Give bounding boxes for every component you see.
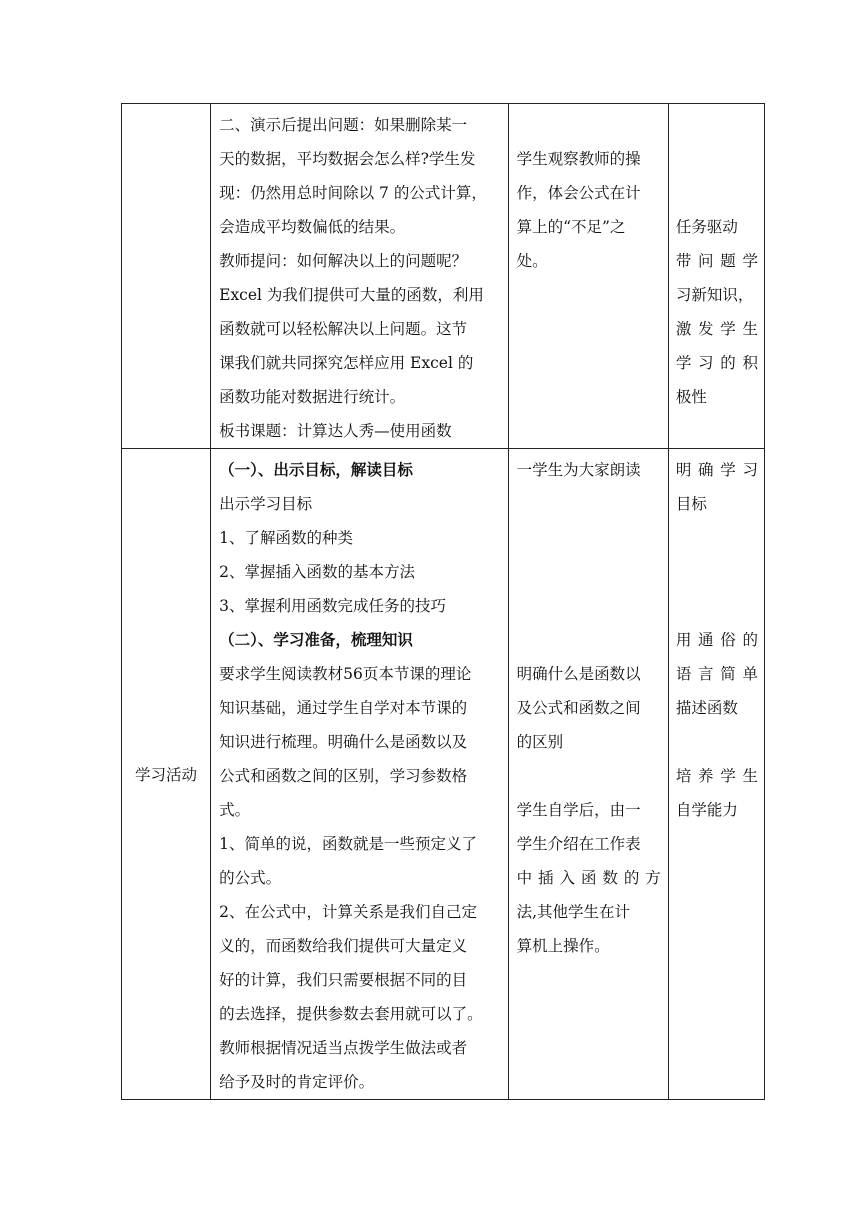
student-activity-cell: [508, 449, 668, 1100]
section-heading: （二）、学习准备，梳理知识: [219, 630, 413, 649]
text-line: 目标: [675, 495, 707, 513]
text-line: 二、演示后提出问题：如果删除某一: [219, 116, 468, 134]
text-line: 学习的积: [675, 354, 758, 372]
text-line: 的公式。: [219, 869, 282, 887]
text-line: 处。: [516, 252, 548, 270]
text-line: 作，体会公式在计: [516, 184, 641, 202]
student-activity-cell: [508, 104, 668, 449]
text-line: 好的计算，我们只需要根据不同的目: [219, 971, 468, 989]
row-label: 学习活动: [135, 766, 198, 784]
text-line: 知识基础，通过学生自学对本节课的: [219, 699, 468, 717]
text-line: 出示学习目标: [219, 495, 313, 513]
teaching-content-cell: [211, 449, 508, 1100]
text-line: 要求学生阅读教材56页本节课的理论: [219, 665, 472, 683]
text-line: 1、了解函数的种类: [219, 529, 353, 547]
text-line: 描述函数: [675, 699, 738, 717]
text-line: 函数功能对数据进行统计。: [219, 388, 406, 406]
teaching-content-cell: [211, 104, 508, 449]
text-line: 中插入函数的方: [516, 869, 661, 887]
text-line: 课我们就共同探究怎样应用 Excel 的: [219, 354, 474, 372]
text-line: 带问题学: [675, 252, 758, 270]
text-line: 极性: [675, 388, 707, 406]
text-line: 用通俗的: [675, 631, 758, 649]
text-line: 学生介绍在工作表: [516, 835, 641, 853]
text-line: 学生自学后，由一: [516, 801, 641, 819]
text-line: 算上的“不足”之: [516, 218, 626, 236]
text-line: 习新知识，: [675, 286, 754, 304]
text-line: 公式和函数之间的区别，学习参数格: [219, 767, 468, 785]
section-heading: （一）、出示目标，解读目标: [219, 460, 413, 479]
text-line: 教师提问：如何解决以上的问题呢？: [219, 252, 468, 270]
row-label-cell: [122, 449, 211, 1100]
design-intent-cell: [668, 449, 764, 1100]
text-line: 给予及时的肯定评价。: [219, 1073, 375, 1091]
text-line: 明确学习: [675, 461, 758, 479]
text-line: 的去选择，提供参数去套用就可以了。: [219, 1005, 483, 1023]
table-row: [122, 449, 765, 1100]
text-line: 一学生为大家朗读: [516, 461, 641, 479]
text-line: 义的，而函数给我们提供可大量定义: [219, 937, 468, 955]
text-line: 2、在公式中，计算关系是我们自己定: [219, 903, 477, 921]
text-line: 法,其他学生在计: [516, 903, 631, 921]
table-row: [122, 104, 765, 449]
text-line: 3、掌握利用函数完成任务的技巧: [219, 597, 446, 615]
text-line: 培养学生: [675, 767, 758, 785]
text-line: Excel 为我们提供可大量的函数，利用: [219, 286, 484, 304]
text-line: 1、简单的说，函数就是一些预定义了: [219, 835, 477, 853]
text-line: 算机上操作。: [516, 937, 610, 955]
text-line: 2、掌握插入函数的基本方法: [219, 563, 415, 581]
text-line: 的区别: [516, 733, 564, 751]
text-line: 任务驱动: [675, 218, 738, 236]
text-line: 激发学生: [675, 320, 758, 338]
text-line: 会造成平均数偏低的结果。: [219, 218, 406, 236]
row-label-cell: [122, 104, 211, 449]
text-line: 明确什么是函数以: [516, 665, 641, 683]
text-line: 板书课题：计算达人秀—使用函数: [219, 422, 452, 440]
text-line: 学生观察教师的操: [516, 150, 641, 168]
text-line: 及公式和函数之间: [516, 699, 641, 717]
text-line: 函数就可以轻松解决以上问题。这节: [219, 320, 468, 338]
text-line: 语言简单: [675, 665, 758, 683]
text-line: 式。: [219, 801, 251, 819]
design-intent-cell: [668, 104, 764, 449]
text-line: 天的数据，平均数据会怎么样?学生发: [219, 150, 476, 168]
text-line: 知识进行梳理。明确什么是函数以及: [219, 733, 468, 751]
lesson-plan-table: [121, 103, 765, 1100]
text-line: 教师根据情况适当点拨学生做法或者: [219, 1039, 468, 1057]
text-line: 现：仍然用总时间除以 7 的公式计算，: [219, 184, 487, 202]
text-line: 自学能力: [675, 801, 738, 819]
